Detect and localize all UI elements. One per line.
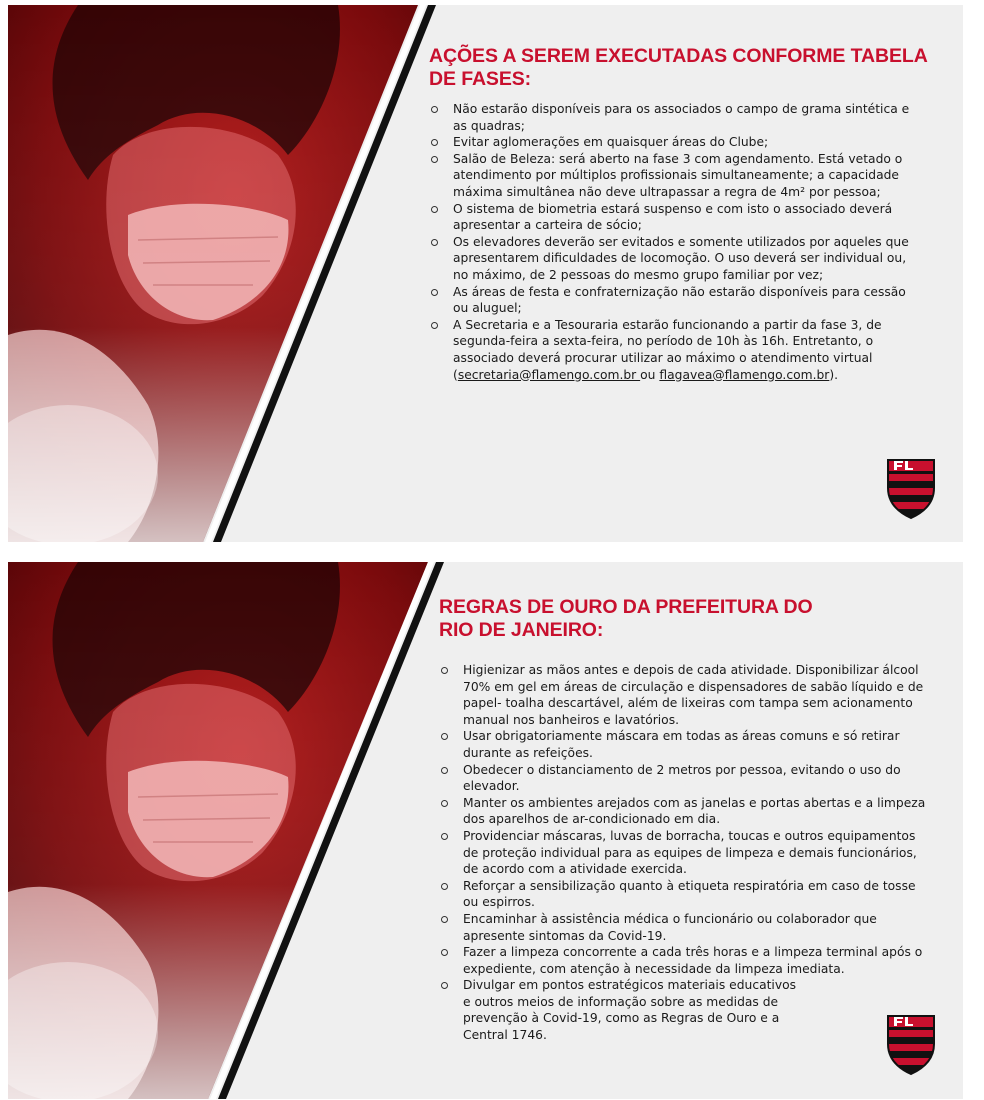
list-item: Fazer a limpeza concorrente a cada três horas e a limpeza terminal após o expediente, com atenção à necessidade da limpeza imediata.: [440, 944, 928, 977]
list-item: As áreas de festa e confraternização não estarão disponíveis para cessão ou aluguel;: [430, 284, 916, 317]
list-item: Higienizar as mãos antes e depois de cada atividade. Disponibilizar álcool 70% em gel em áreas de circulação e dispensadores de sabão líquido e de papel- toalha descartável, além de lixeiras com tampa sem acionamento manual nos banheiros e lavatórios.: [440, 662, 928, 728]
rules-list: [440, 662, 928, 1044]
slide-title: AÇÕES A SEREM EXECUTADAS CONFORME TABELA DE FASES:: [429, 45, 928, 90]
list-item: Providenciar máscaras, luvas de borracha, toucas e outros equipamentos de proteção individual para as equipes de limpeza e demais funcionários, de acordo com a atividade exercida.: [440, 828, 928, 878]
slide-regras: [8, 562, 963, 1099]
list-item: Manter os ambientes arejados com as janelas e portas abertas e a limpeza dos aparelhos de ar-condicionado em dia.: [440, 795, 928, 828]
flagavea-email-link[interactable]: flagavea@flamengo.com.br: [659, 367, 830, 382]
contact-or: ou: [640, 367, 660, 382]
masked-person-photo: [8, 5, 448, 542]
list-item: [430, 317, 916, 383]
flamengo-crest-icon: [886, 458, 936, 520]
flamengo-crest-icon: [886, 1014, 936, 1076]
list-item: Reforçar a sensibilização quanto à etiqueta respiratória em caso de tosse ou espirros.: [440, 878, 928, 911]
list-item: Encaminhar à assistência médica o funcionário ou colaborador que apresente sintomas da Covid-19.: [440, 911, 928, 944]
contact-close: ).: [829, 367, 839, 382]
slide-acoes: [8, 5, 963, 542]
list-item: O sistema de biometria estará suspenso e com isto o associado deverá apresentar a carteira de sócio;: [430, 201, 916, 234]
actions-list: [430, 101, 916, 383]
list-item: Os elevadores deverão ser evitados e somente utilizados por aqueles que apresentarem dificuldades de locomoção. O uso deverá ser individual ou, no máximo, de 2 pessoas do mesmo grupo familiar por vez;: [430, 234, 916, 284]
list-item-text: A Secretaria e a Tesouraria estarão funcionando a partir da fase 3, de segunda-feira a sexta-feira, no período de 10h às 16h. Entretanto, o associado deverá procurar utilizar ao máximo o atendimento virtual: [453, 317, 882, 365]
list-item: Usar obrigatoriamente máscara em todas as áreas comuns e só retirar durante as refeições.: [440, 728, 928, 761]
masked-person-photo: [8, 562, 448, 1099]
list-item: Salão de Beleza: será aberto na fase 3 com agendamento. Está vetado o atendimento por múltiplos profissionais simultaneamente; a capacidade máxima simultânea não deve ultrapassar a regra de 4m² por pessoa;: [430, 151, 916, 201]
slide-title: REGRAS DE OURO DA PREFEITURA DO RIO DE JANEIRO:: [439, 596, 813, 641]
list-item: Evitar aglomerações em quaisquer áreas do Clube;: [430, 134, 916, 151]
list-item: Obedecer o distanciamento de 2 metros por pessoa, evitando o uso do elevador.: [440, 762, 928, 795]
contact-open: (: [453, 367, 458, 382]
list-item: Divulgar em pontos estratégicos materiais educativos e outros meios de informação sobre as medidas de prevenção à Covid-19, como as Regras de Ouro e a Central 1746.: [440, 977, 803, 1043]
secretaria-email-link[interactable]: secretaria@flamengo.com.br: [457, 367, 641, 382]
list-item: Não estarão disponíveis para os associados o campo de grama sintética e as quadras;: [430, 101, 916, 134]
